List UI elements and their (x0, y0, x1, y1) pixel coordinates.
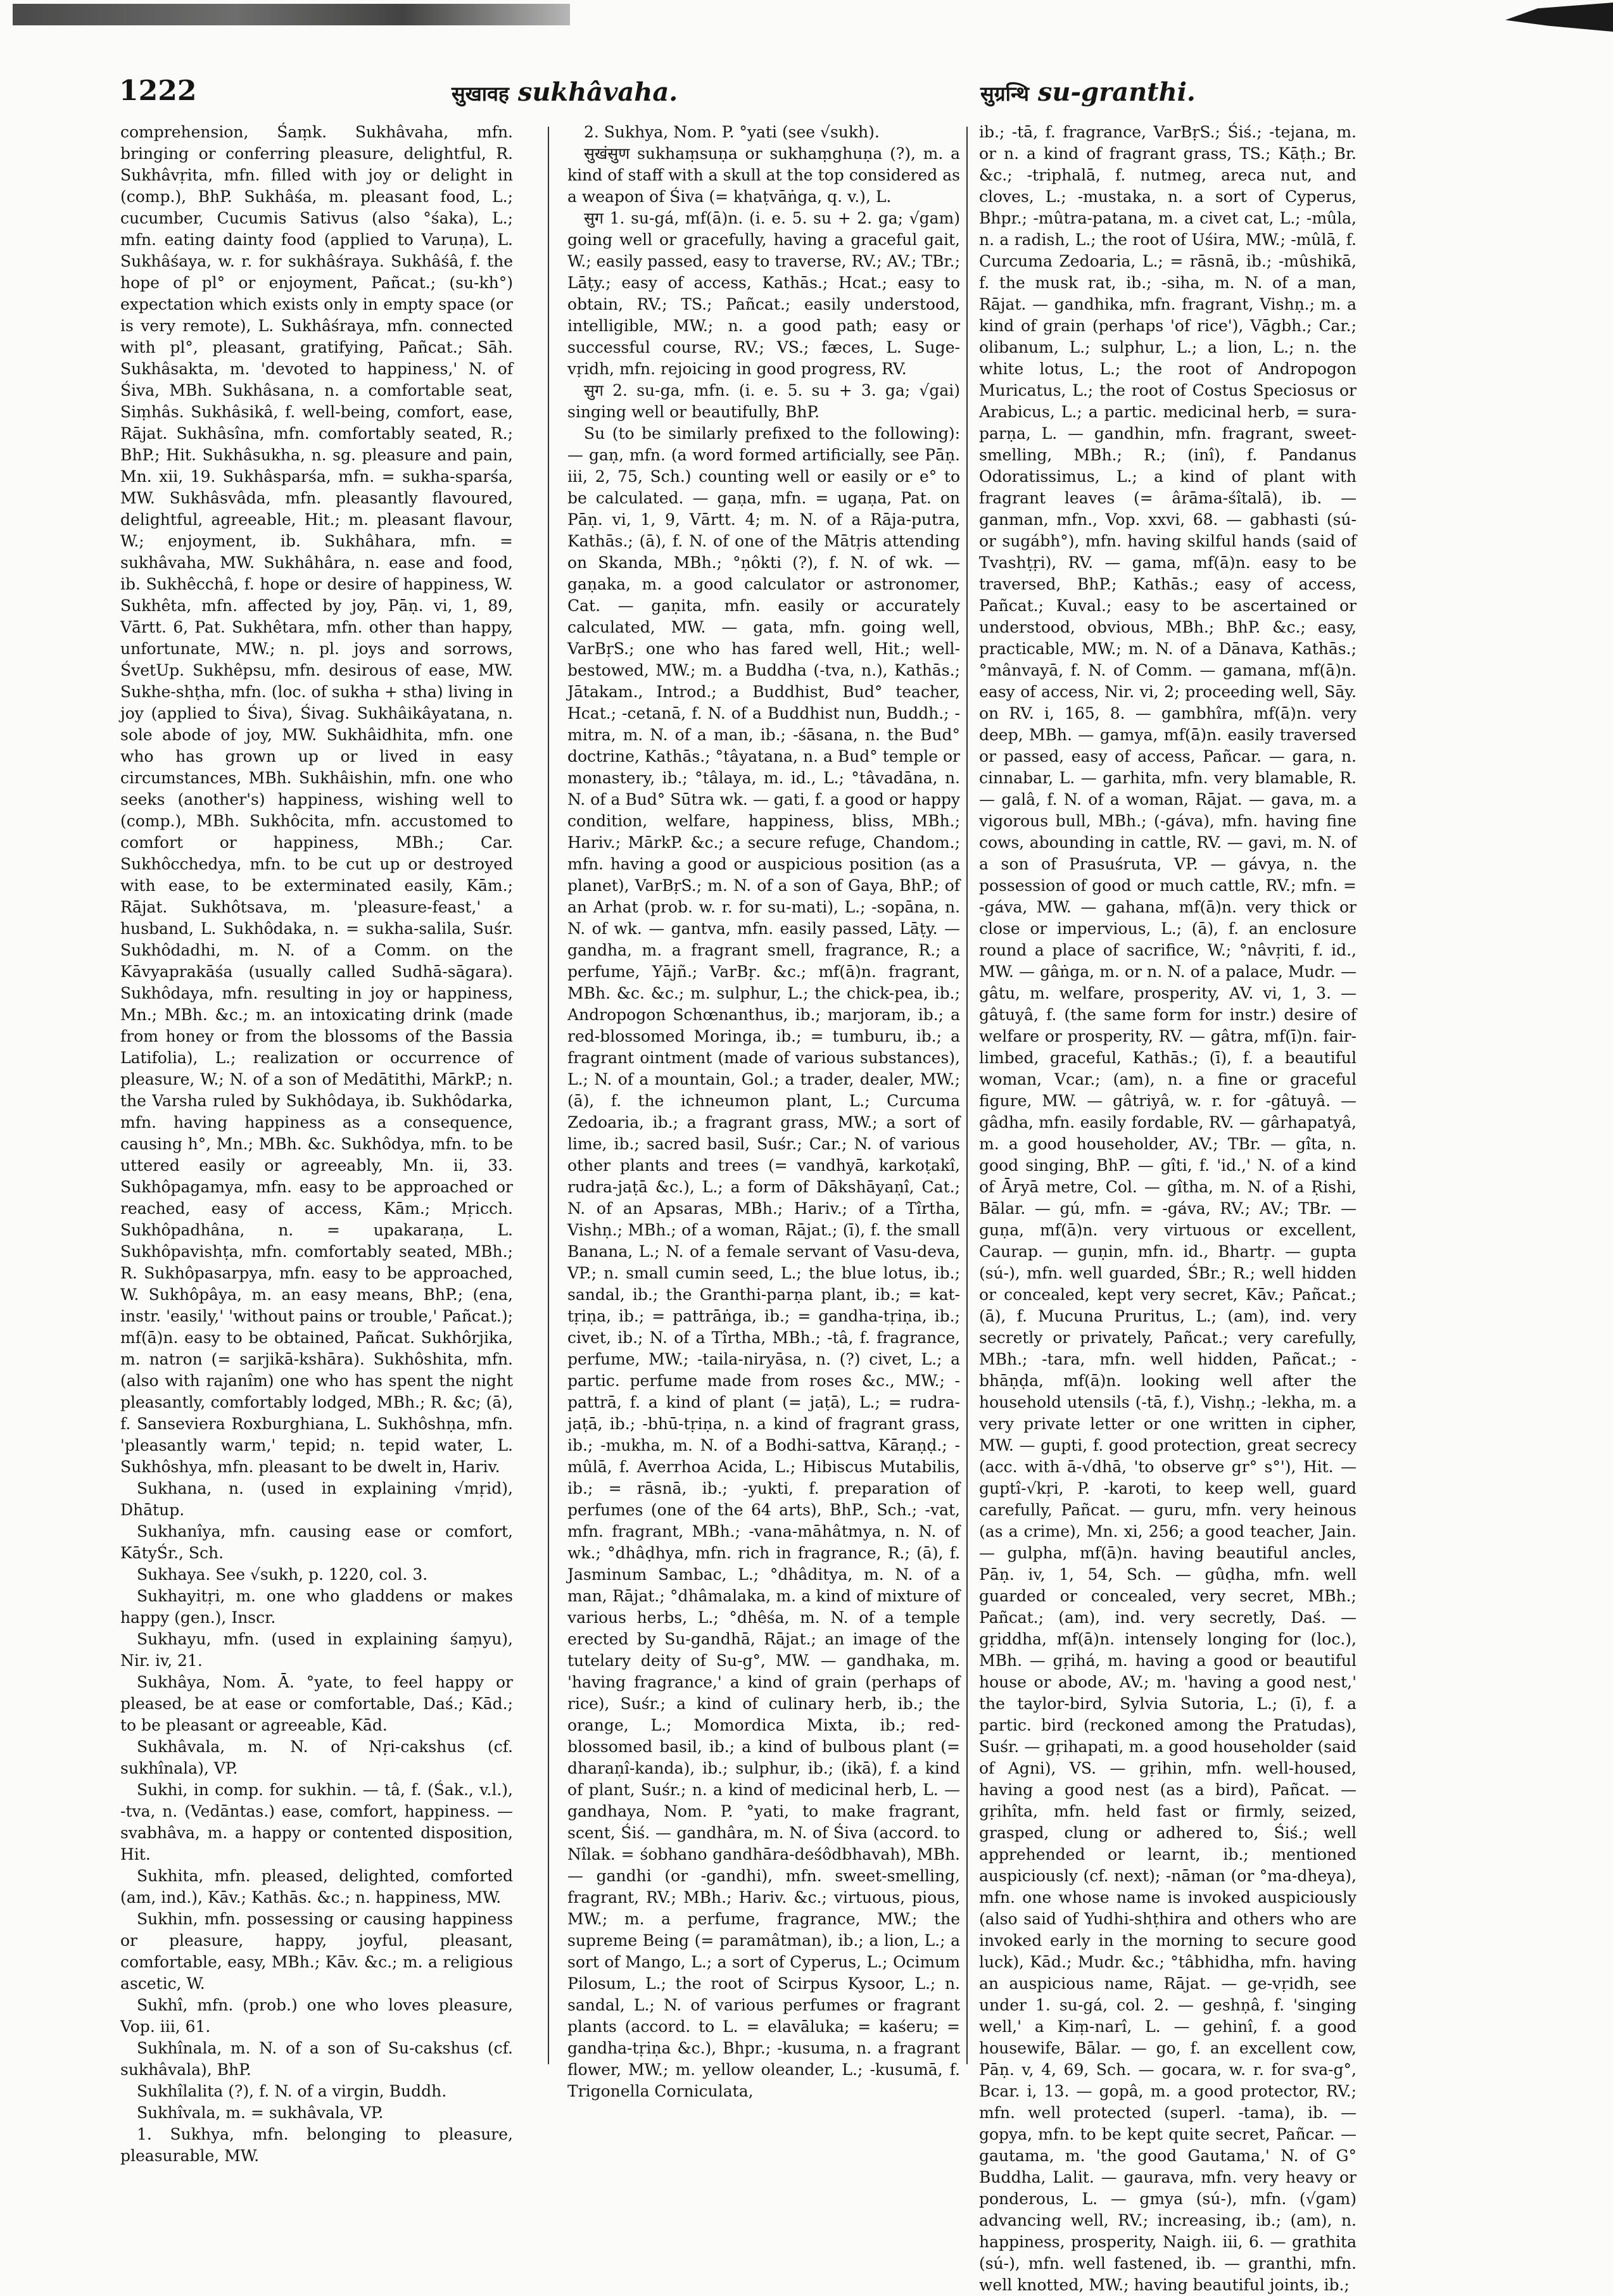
entry-paragraph: 2. Sukhya, Nom. P. °yati (see √sukh). (584, 123, 880, 141)
page-header (119, 75, 1550, 119)
entry-paragraph: सुग 1. su-gá, mf(ā)n. (i. e. 5. su + 2. ga; √gam) going well or gracefully, having a graceful gait, W.; easily passed, easy to traverse, RV.; AV.; TBr.; Lāṭy.; easy of access, Kathās.; Hcat.; easy to obtain, RV.; TS.; Pañcat.; easily understood, intelligible, MW.; n. a good path; easy or successful course, RV.; VS.; fæces, L. Suge-vṛidh, mfn. rejoicing in good progress, RV. (567, 209, 960, 378)
column-divider-1 (548, 127, 549, 2064)
entry-paragraph: सुखंसुण sukhaṃsuṇa or sukhaṃghuṇa (?), m. a kind of staff with a skull at the top considered as a weapon of Śiva (= khaṭvāṅga, q. v.), L. (567, 144, 960, 206)
entry-paragraph: Sukhanîya, mfn. causing ease or comfort, KātyŚr., Sch. (120, 1522, 513, 1562)
entry-paragraph: comprehension, Śaṃk. Sukhâvaha, mfn. bringing or conferring pleasure, delightful, R. Sukhâvṛita, mfn. filled with joy or delight in (comp.), BhP. Sukhâśa, m. pleasant food, L.; cucumber, Cucumis Sativus (also °śaka), L.; mfn. eating dainty food (applied to Varuṇa), L. Sukhâśaya, w. r. for sukhâśraya. Sukhâśâ, f. the hope of pl° or enjoyment, Pañcat.; (su-kh°) expectation which exists only in empty space (or is very remote), L. Sukhâśraya, mfn. connected with pl°, pleasant, gratifying, Pañcat.; Sāh. Sukhâsakta, m. 'devoted to happiness,' N. of Śiva, MBh. Sukhâsana, n. a comfortable seat, Siṃhâs. Sukhâsikâ, f. well-being, comfort, ease, Rājat. Sukhâsîna, mfn. comfortably seated, R.; BhP.; Hit. Sukhâsukha, n. sg. pleasure and pain, Mn. xii, 19. Sukhâsparśa, mfn. = sukha-sparśa, MW. Sukhâsvâda, mfn. pleasantly flavoured, delightful, agreeable, Hit.; m. pleasant flavour, W.; enjoyment, ib. Sukhâhara, mfn. = sukhâvaha, MW. Sukhâhâra, n. ease and food, ib. Sukhêcchâ, f. hope or desire of happiness, W. Sukhêta, mfn. affected by joy, Pāṇ. vi, 1, 89, Vārtt. 6, Pat. Sukhêtara, mfn. other than happy, unfortunate, MW.; n. pl. joys and sorrows, ŚvetUp. Sukhêpsu, mfn. desirous of ease, MW. Sukhe-shṭha, mfn. (loc. of sukha + stha) living in joy (applied to Śiva), Śivag. Sukhâikâyatana, n. sole abode of joy, MW. Sukhâidhita, mfn. one who has grown up or lived in easy circumstances, MBh. Sukhâishin, mfn. one who seeks (another's) happiness, wishing well to (comp.), MBh. Sukhôcita, mfn. accustomed to comfort or happiness, MBh.; Car. Sukhôcchedya, mfn. to be cut up or destroyed with ease, to be exterminated easily, Kām.; Rājat. Sukhôtsava, m. 'pleasure-feast,' a husband, L. Sukhôdaka, n. = sukha-salila, Suśr. Sukhôdadhi, m. N. of a Comm. on the Kāvyaprakāśa (usually called Sudhā-sāgara). Sukhôdaya, mfn. resulting in joy or happiness, Mn.; MBh. &c.; m. an intoxicating drink (made from honey or from the blossoms of the Bassia Latifolia), L.; realization or occurrence of pleasure, W.; N. of a son of Medātithi, MārkP.; n. the Varsha ruled by Sukhôdaya, ib. Sukhôdarka, mfn. having happiness as a consequence, causing h°, Mn.; MBh. &c. Sukhôdya, mfn. to be uttered easily or agreeably, Mn. ii, 33. Sukhôpagamya, mfn. easy to be approached or reached, easy of access, Kām.; Mṛicch. Sukhôpadhâna, n. = upakaraṇa, L. Sukhôpavishṭa, mfn. comfortably seated, MBh.; R. Sukhôpasarpya, mfn. easy to be approached, W. Sukhôpâya, m. an easy means, BhP.; (ena, instr. 'easily,' 'without pains or trouble,' Pañcat.); mf(ā)n. easy to be obtained, Pañcat. Sukhôrjika, m. natron (= sarjikā-kshāra). Sukhôshita, mfn. (also with rajanîm) one who has spent the night pleasantly, comfortably lodged, MBh.; R. &c; (ā), f. Sanseviera Roxburghiana, L. Sukhôshṇa, mfn. 'pleasantly warm,' tepid; n. tepid water, L. Sukhôshya, mfn. pleasant to be dwelt in, Hariv. (120, 123, 513, 1476)
entry-paragraph: Sukhâvala, m. N. of Nṛi-cakshus (cf. sukhînala), VP. (120, 1738, 513, 1777)
entry-paragraph: Sukhin, mfn. possessing or causing happiness or pleasure, happy, joyful, pleasant, comfortable, easy, MBh.; Kāv. &c.; m. a religious ascetic, W. (120, 1910, 513, 1993)
scan-artifact-top-left (13, 4, 570, 25)
column-3 (979, 122, 1357, 2294)
entry-paragraph: Sukhîvala, m. = sukhâvala, VP. (137, 2104, 384, 2122)
right-headword-translit: su-granthi. (1037, 77, 1196, 107)
entry-paragraph: Sukhita, mfn. pleased, delighted, comforted (am, ind.), Kāv.; Kathās. &c.; n. happiness, MW. (120, 1867, 513, 1907)
page-number: 1222 (119, 75, 197, 107)
column-2 (567, 122, 961, 2100)
left-headword (452, 77, 678, 107)
entry-paragraph: Su (to be similarly prefixed to the following): — gaṇ, mfn. (a word formed artificially, see Pāṇ. iii, 2, 75, Sch.) counting well or easily or e° to be calculated. — gaṇa, mfn. = ugaṇa, Pat. on Pāṇ. vi, 1, 9, Vārtt. 4; m. N. of a Rāja-putra, Kathās.; (ā), f. N. of one of the Mātṛis attending on Skanda, MBh.; °ṇôkti (?), f. N. of wk. — gaṇaka, m. a good calculator or astronomer, Cat. — gaṇita, mfn. easily or accurately calculated, MW. — gata, mfn. going well, VarBṛS.; one who has fared well, Hit.; well-bestowed, MW.; m. a Buddha (-tva, n.), Kathās.; Jātakam., Introd.; a Buddhist, Bud° teacher, Hcat.; -cetanā, f. N. of a Buddhist nun, Buddh.; -mitra, m. N. of a man, ib.; -śāsana, n. the Bud° doctrine, Kathās.; °tâyatana, n. a Bud° temple or monastery, ib.; °tâlaya, m. id., L.; °tâvadāna, n. N. of a Bud° Sūtra wk. — gati, f. a good or happy condition, welfare, happiness, bliss, MBh.; Hariv.; MārkP. &c.; a secure refuge, Chandom.; mfn. having a good or auspicious position (as a planet), VarBṛS.; m. N. of a son of Gaya, BhP.; of an Arhat (prob. w. r. for su-mati), L.; -sopāna, n. N. of wk. — gantva, mfn. easily passed, Lāṭy. — gandha, m. a fragrant smell, fragrance, R.; a perfume, Yājñ.; VarBṛ. &c.; mf(ā)n. fragrant, MBh. &c. &c.; m. sulphur, L.; the chick-pea, ib.; Andropogon Schœnanthus, ib.; marjoram, ib.; a red-blossomed Moringa, ib.; = tumburu, ib.; a fragrant ointment (made of various substances), L.; N. of a mountain, Gol.; a trader, dealer, MW.; (ā), f. the ichneumon plant, L.; Curcuma Zedoaria, ib.; a fragrant grass, MW.; a sort of lime, ib.; sacred basil, Suśr.; Car.; N. of various other plants and trees (= vandhyā, karkoṭakî, rudra-jaṭā &c.), L.; a form of Dākshāyaṇî, Cat.; N. of an Apsaras, MBh.; Hariv.; of a Tîrtha, Vishṇ.; MBh.; of a woman, Rājat.; (ī), f. the small Banana, L.; N. of a female servant of Vasu-deva, VP.; n. small cumin seed, L.; the blue lotus, ib.; sandal, ib.; the Granthi-parṇa plant, ib.; = kat-tṛiṇa, ib.; = pattrāṅga, ib.; = gandha-tṛiṇa, ib.; civet, ib.; N. of a Tîrtha, MBh.; -tâ, f. fragrance, perfume, MW.; -taila-niryāsa, n. (?) civet, L.; a partic. perfume made from roses &c., MW.; -pattrā, f. a kind of plant (= jaṭā), L.; = rudra-jaṭā, ib.; -bhū-tṛiṇa, n. a kind of fragrant grass, ib.; -mukha, m. N. of a Bodhi-sattva, Kāraṇḍ.; -mûlā, f. Averrhoa Acida, L.; Hibiscus Mutabilis, ib.; = rāsnā, ib.; -yukti, f. preparation of perfumes (one of the 64 arts), BhP., Sch.; -vat, mfn. fragrant, MBh.; -vana-māhâtmya, n. N. of wk.; °dhâḍhya, mfn. rich in fragrance, R.; (ā), f. Jasminum Sambac, L.; °dhâditya, m. N. of a man, Rājat.; °dhâmalaka, m. a kind of mixture of various herbs, L.; °dhêśa, m. N. of a temple erected by Su-gandhā, Rājat.; an image of the tutelary deity of Su-g°, MW. — gandhaka, m. 'having fragrance,' a kind of grain (perhaps of rice), Suśr.; a kind of culinary herb, ib.; the orange, L.; Momordica Mixta, ib.; red-blossomed basil, ib.; a kind of bulbous plant (= dharaṇî-kanda), ib.; sulphur, ib.; (ikā), f. a kind of plant, Suśr.; n. a kind of medicinal herb, L. — gandhaya, Nom. P. °yati, to make fragrant, scent, Śiś. — gandhâra, m. N. of Śiva (accord. to Nîlak. = śobhano gandhāra-deśôdbhavah), MBh. — gandhi (or -gandhi), mfn. sweet-smelling, fragrant, RV.; MBh.; Hariv. &c.; virtuous, pious, MW.; m. a perfume, fragrance, MW.; the supreme Being (= paramâtman), ib.; a lion, L.; a sort of Mango, L.; a sort of Cyperus, L.; Ocimum Pilosum, L.; the root of Scirpus Kysoor, L.; n. sandal, L.; N. of various perfumes or fragrant plants (accord. to L. = elavāluka; = kaśeru; = gandha-tṛiṇa &c.), Bhpr.; -kusuma, n. a fragrant flower, MW.; m. yellow oleander, L.; -kusumā, f. Trigonella Corniculata, (567, 424, 961, 2100)
entry-paragraph: Sukhayu, mfn. (used in explaining śaṃyu), Nir. iv, 21. (120, 1630, 513, 1670)
entry-paragraph: Sukhîlalita (?), f. N. of a virgin, Buddh. (137, 2082, 447, 2100)
entry-paragraph: ib.; -tā, f. fragrance, VarBṛS.; Śiś.; -tejana, m. or n. a kind of fragrant grass, TS.; Kāṭh.; Br. &c.; -triphalā, f. nutmeg, areca nut, and cloves, L.; -mustaka, n. a sort of Cyperus, Bhpr.; -mûtra-patana, m. a civet cat, L.; -mûla, n. a radish, L.; the root of Uśira, MW.; -mûlā, f. Curcuma Zedoaria, L.; = rāsnā, ib.; -mûshikā, f. the musk rat, ib.; -siha, m. N. of a man, Rājat. — gandhika, mfn. fragrant, Vishṇ.; m. a kind of grain (perhaps 'of rice'), Vāgbh.; Car.; olibanum, L.; sulphur, L.; a lion, L.; n. the white lotus, L.; the root of Andropogon Muricatus, L.; the root of Costus Speciosus or Arabicus, L.; a partic. medicinal herb, = sura-parṇa, L. — gandhin, mfn. fragrant, sweet-smelling, MBh.; R.; (inî), f. Pandanus Odoratissimus, L.; a kind of plant with fragrant leaves (= ârāma-śîtalā), ib. — ganman, mfn., Vop. xxvi, 68. — gabhasti (sú- or sugábh°), mfn. having skilful hands (said of Tvashṭṛi), RV. — gama, mf(ā)n. easy to be traversed, BhP.; Kathās.; easy of access, Pañcat.; Kuval.; easy to be ascertained or understood, obvious, MBh.; BhP. &c.; easy, practicable, MW.; m. N. of a Dānava, Kathās.; °mânvayā, f. N. of Comm. — gamana, mf(ā)n. easy of access, Nir. vi, 2; proceeding well, Sāy. on RV. i, 165, 8. — gambhîra, mf(ā)n. very deep, MBh. — gamya, mf(ā)n. easily traversed or passed, easy of access, Pañcar. — gara, n. cinnabar, L. — garhita, mfn. very blamable, R. — galâ, f. N. of a woman, Rājat. — gava, m. a vigorous bull, MBh.; (-gáva), mfn. having fine cows, abounding in cattle, RV. — gavi, m. N. of a son of Prasuśruta, VP. — gávya, n. the possession of good or much cattle, RV.; mfn. = -gáva, MW. — gahana, mf(ā)n. very thick or close or impervious, L.; (ā), f. an enclosure round a place of sacrifice, W.; °nâvṛiti, f. id., MW. — gâṅga, m. or n. N. of a palace, Mudr. — gâtu, m. welfare, prosperity, AV. vi, 1, 3. — gâtuyâ, f. (the same form for instr.) desire of welfare or prosperity, RV. — gâtra, mf(ī)n. fair-limbed, graceful, Kathās.; (ī), f. a beautiful woman, Vcar.; (am), n. a fine or graceful figure, MW. — gâtriyâ, w. r. for -gâtuyâ. — gâdha, mfn. easily fordable, RV. — gârhapatyâ, m. a good householder, AV.; TBr. — gîta, n. good singing, BhP. — gîti, f. 'id.,' N. of a kind of Āryā metre, Col. — gîtha, m. N. of a Ṛishi, Bālar. — gú, mfn. = -gáva, RV.; AV.; TBr. — guṇa, mf(ā)n. very virtuous or excellent, Caurap. — guṇin, mfn. id., Bhartṛ. — gupta (sú-), mfn. well guarded, ŚBr.; R.; well hidden or concealed, kept very secret, Kāv.; Pañcat.; (ā), f. Mucuna Pruritus, L.; (am), ind. very secretly or privately, Pañcat.; very carefully, MBh.; -tara, mfn. well hidden, Pañcat.; -bhāṇḍa, mf(ā)n. looking well after the household utensils (-tā, f.), Vishṇ.; -lekha, m. a very private letter or one written in cipher, MW. — gupti, f. good protection, great secrecy (acc. with ā-√dhā, 'to observe gr° s°'), Hit. — guptî-√kṛi, P. -karoti, to keep well, guard carefully, Pañcat. — guru, mfn. very heinous (as a crime), Mn. xi, 256; a good teacher, Jain. — gulpha, mf(ā)n. having beautiful ancles, Pāṇ. iv, 1, 54, Sch. — gûḍha, mfn. well guarded or concealed, very secret, MBh.; Pañcat.; (am), ind. very secretly, Daś. — gṛiddha, mf(ā)n. intensely longing for (loc.), MBh. — gṛihá, m. having a good or beautiful house or abode, AV.; m. 'having a good nest,' the taylor-bird, Sylvia Sutoria, L.; (ī), f. a partic. bird (reckoned among the Pratudas), Suśr. — gṛihapati, m. a good householder (said of Agni), VS. — gṛihin, mfn. well-housed, having a good nest (as a bird), Pañcat. — gṛihîta, mfn. held fast or firmly, seized, grasped, clung or adhered to, Śiś.; well apprehended or learnt, ib.; mentioned auspiciously (cf. next); -nāman (or °ma-dheya), mfn. one whose name is invoked auspiciously (also said of Yudhi-shṭhira and others who are invoked early in the morning to secure good luck), Kād.; Mudr. &c.; °tâbhidha, mfn. having an auspicious name, Rājat. — ge-vṛidh, see under 1. su-gá, col. 2. — geshṇâ, f. 'singing well,' a Kiṃ-narî, L. — gehinî, f. a good housewife, Bālar. — go, f. an excellent cow, Pāṇ. v, 4, 69, Sch. — gocara, w. r. for sva-g°, Bcar. i, 13. — gopâ, m. a good protector, RV.; mfn. well protected (superl. -tama), ib. — gopya, mfn. to be kept quite secret, Pañcar. — gautama, m. 'the good Gautama,' N. of G° Buddha, Lalit. — gaurava, mfn. very heavy or ponderous, L. — gmya (sú-), mfn. (√gam) advancing well, RV.; increasing, ib.; (am), n. happiness, prosperity, Naigh. iii, 6. — grathita (sú-), mfn. well fastened, ib. — granthi, mfn. well knotted, MW.; having beautiful joints, ib.; (979, 123, 1357, 2294)
entry-paragraph: Sukhâya, Nom. Ā. °yate, to feel happy or pleased, be at ease or comfortable, Daś.; Kād.; to be pleasant or agreeable, Kād. (120, 1673, 513, 1734)
entry-paragraph: Sukhînala, m. N. of a son of Su-cakshus (cf. sukhâvala), BhP. (120, 2039, 513, 2079)
column-divider-2 (966, 127, 968, 2064)
right-headword-devanagari: सुग्रन्थि (980, 82, 1029, 106)
right-headword (980, 77, 1196, 107)
entry-paragraph: 1. Sukhya, mfn. belonging to pleasure, pleasurable, MW. (120, 2125, 513, 2165)
left-headword-translit: sukhâvaha. (517, 77, 678, 107)
entry-paragraph: सुग 2. su-ga, mfn. (i. e. 5. su + 3. ga; √gai) singing well or beautifully, BhP. (567, 381, 960, 421)
entry-paragraph: Sukhana, n. (used in explaining √mṛid), Dhātup. (120, 1479, 513, 1519)
left-headword-devanagari: सुखावह (452, 82, 509, 106)
column-1 (120, 122, 513, 2165)
entry-paragraph: Sukhî, mfn. (prob.) one who loves pleasure, Vop. iii, 61. (120, 1996, 513, 2036)
entry-paragraph: Sukhi, in comp. for sukhin. — tâ, f. (Śak., v.l.), -tva, n. (Vedāntas.) ease, comfort, happiness. — svabhâva, m. a happy or contented disposition, Hit. (120, 1781, 513, 1864)
entry-paragraph: Sukhayitṛi, m. one who gladdens or makes happy (gen.), Inscr. (120, 1587, 513, 1627)
scan-artifact-top-right (1505, 3, 1613, 32)
entry-paragraph: Sukhaya. See √sukh, p. 1220, col. 3. (137, 1565, 428, 1584)
